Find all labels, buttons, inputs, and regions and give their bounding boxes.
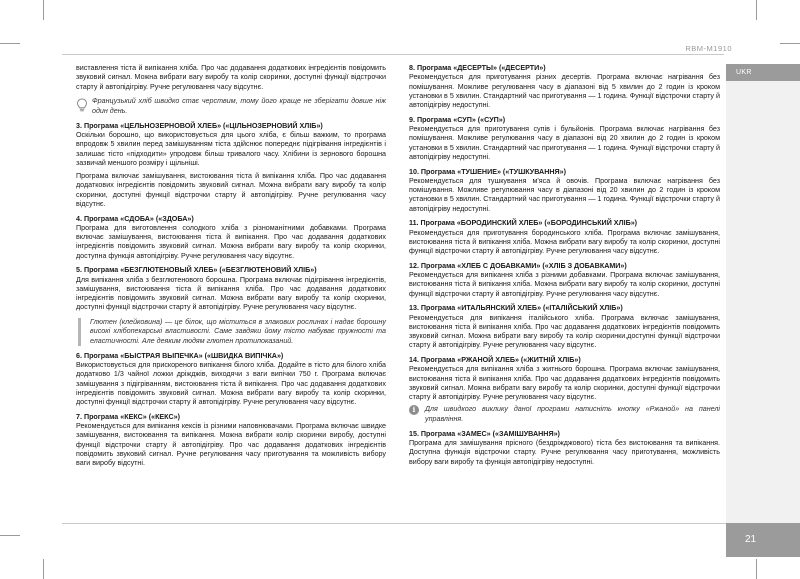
- crop-mark-top-right-v: [756, 0, 757, 20]
- note-quick-call: [409, 405, 720, 424]
- paragraph: Програма для виготовлення солодкого хліба з різноманітними добавками. Програма включає замішування, вистоювання тіста й випікання. Про час додавання додаткових інгредієнтів повідомить звуковий сигнал. Можна вибрати вагу виробу та колір скоринки, доступна функція автопідігріву. Ручне регулювання часу відсутнє.: [76, 223, 386, 260]
- section-9: [409, 116, 720, 162]
- model-number: RBM-M1910: [685, 44, 732, 53]
- section-15: [409, 430, 720, 467]
- paragraph: Використовується для прискореного випікання білого хліба. Додайте в тісто для білого хліба додатково 1/3 чайної ложки дріжджів, виходячи з ваги випічки 750 г. Програма включає замішування з підігріванням, вистоювання тіста й випікання. Про час додавання додаткових інгредієнтів повідомить звуковий сигнал. Можна вибрати вагу виробу та колір скоринки, доступні функції відстрочки старту й автопідігріву. Ручне регулювання часу відсутнє.: [76, 361, 386, 406]
- language-tab: UKR: [726, 64, 800, 81]
- section-heading: 4. Програма «СДОБА» («ЗДОБА»): [76, 214, 194, 223]
- paragraph: Програма для замішування прісного (бездріжджового) тіста без вистоювання та випікання. Доступна функція відстрочки старту. Ручне регулювання часу приготування, можливість вибору ваги виробу та функція автопідігріву недоступні.: [409, 439, 720, 466]
- crop-mark-bottom-right-v: [756, 559, 757, 579]
- paragraph: Рекомендується для приготування бородинського хліба. Програма включає замішування, вистоювання тіста й випікання хліба. Можна вибрати вагу виробу та колір скоринки, доступні функції відстрочки старту й автопідігріву. Ручне регулювання часу відсутнє.: [409, 228, 720, 255]
- right-column: [409, 64, 720, 472]
- lightbulb-icon: [76, 98, 88, 113]
- section-12: [409, 262, 720, 299]
- note-gluten: [76, 318, 386, 346]
- crop-mark-top-left-h: [0, 43, 20, 44]
- paragraph: Програма включає замішування, вистоювання тіста й випікання хліба. Про час додавання додаткових інгредієнтів повідомить звуковий сигнал. Можна вибрати вагу виробу та колір скоринки, доступні функції відстрочки старту й автопідігріву. Ручне регулювання часу відсутнє.: [76, 172, 386, 208]
- section-heading: 11. Програма «БОРОДИНСКИЙ ХЛЕБ» («БОРОДИНСЬКИЙ ХЛІБ»): [409, 219, 638, 228]
- crop-mark-bottom-left-v: [43, 559, 44, 579]
- section-heading: 8. Програма «ДЕСЕРТЫ» («ДЕСЕРТИ»): [409, 64, 546, 72]
- paragraph: Рекомендується для тушкування м'яса й овочів. Програма включає нагрівання без помішування. Можливе регулювання часу в діапазоні від 20 хвилин до 2 годин із кроком установки в 5 хвилин. Стандартний час приготування — 1 година. Функції відстрочки старту й автопідігріву недоступні.: [409, 176, 720, 213]
- section-7: [76, 413, 386, 469]
- section-heading: 7. Програма «КЕКС» («КЕКС»): [76, 412, 180, 421]
- side-margin-bar: [726, 81, 800, 523]
- section-6: [76, 352, 386, 408]
- section-heading: 3. Програма «ЦЕЛЬНОЗЕРНОВОЙ ХЛЕБ» («ЦІЛЬНОЗЕРНОВИЙ ХЛІБ»): [76, 121, 323, 130]
- info-icon: i: [409, 405, 419, 415]
- note-text: Для швидкого виклику даної програми натисніть кнопку «Ржаной» на панелі управління.: [425, 405, 720, 423]
- section-heading: 9. Програма «СУП» («СУП»): [409, 115, 506, 124]
- paragraph: Рекомендується для випікання італійського хліба. Програма включає замішування, вистоювання тіста й випікання хліба. Про час додавання додаткових інгредієнтів повідомить звуковий сигнал. Можна вибрати вагу виробу та колір скоринки,доступні функції відстрочки старту й автопідігріву. Ручне регулювання часу відсутнє.: [409, 313, 720, 350]
- section-14: [409, 356, 720, 402]
- left-column: [76, 64, 386, 474]
- paragraph: виставлення тіста й випікання хліба. Про час додавання додаткових інгредієнтів повідомить звуковий сигнал. Можна вибрати вагу виробу та колір скоринки, доступні функції відстрочки старту й автопідігріву. Ручне регулювання часу відсутнє.: [76, 64, 386, 91]
- section-5: [76, 266, 386, 312]
- section-heading: 14. Програма «РЖАНОЙ ХЛЕБ» («ЖИТНІЙ ХЛІБ»): [409, 356, 581, 364]
- section-heading: 10. Програма «ТУШЕНИЕ» («ТУШКУВАННЯ»): [409, 167, 566, 176]
- crop-mark-bottom-left-h: [0, 535, 20, 536]
- note-bar-accent: [78, 318, 81, 346]
- paragraph: Рекомендується для випікання кексів із різними наповнювачами. Програма включає швидке замішування, вистоювання та випікання. Можна вибрати колір скоринки виробу, доступні функції відстрочки старту й автопідігріву. Про час додавання додаткових інгредієнтів повідомить звуковий сигнал. Ручне регулювання часу приготування та можливість вибору ваги виробу відсутні.: [76, 422, 386, 467]
- paragraph: Оскільки борошно, що використовується для цього хліба, є більш важким, то програма впродовж 5 хвилин перед замішуванням тіста здійснює попереднє підігрівання інгредієнтів і залишає тісто «підходити» упродовж більш тривалого часу. Хлібини із зернового борошна зазвичай меншого розміру і щільніші.: [76, 131, 386, 167]
- section-heading: 13. Програма «ИТАЛЬЯНСКИЙ ХЛЕБ» («ІТАЛІЙСЬКИЙ ХЛІБ»): [409, 304, 623, 313]
- note-text: Глютен (клейковина) — це білок, що міститься в злакових рослинах і надає борошну високі хлібопекарські властивості. Саме завдяки йому тісто набуває пружності та еластичності. Але деяким людям глютен протипоказаний.: [90, 318, 386, 345]
- section-11: [409, 219, 720, 256]
- paragraph: Рекомендується для приготування різних десертів. Програма включає нагрівання без помішування. Можливе регулювання часу в діапазоні від 5 хвилин до 2 годин із кроком установки в 5 хвилин. Стандартний час приготування — 1 година. Функції відстрочки старту й автопідігріву недоступні.: [409, 73, 720, 109]
- paragraph: Рекомендується для випікання хліба з різними добавками. Програма включає замішування, вистоювання тіста й випікання хліба. Можна вибрати вагу виробу та колір скоринки, доступні функції відстрочки старту й автопідігріву. Ручне регулювання часу відсутнє.: [409, 271, 720, 298]
- paragraph: Рекомендується для приготування супів і бульйонів. Програма включає нагрівання без помішування. Можливе регулювання часу в діапазоні від 20 хвилин до 2 годин із кроком установки в 5 хвилин. Стандартний час приготування — 1 година. Функції відстрочки старту й автопідігріву недоступні.: [409, 125, 720, 161]
- footer-rule: [62, 523, 726, 524]
- paragraph: Рекомендується для випікання хліба з житнього борошна. Програма включає замішування, вистоювання тіста й випікання хліба. Про час додавання додаткових інгредієнтів повідомить звуковий сигнал. Можна вибрати вагу виробу та колір скоринки, доступні функції відстрочки старту й автопідігріву. Ручне регулювання часу відсутнє.: [409, 365, 720, 401]
- note-text: Французький хліб швидко стає черствим, тому його краще не зберігати довше ніж один день.: [92, 97, 386, 115]
- crop-mark-top-left-v: [43, 0, 44, 20]
- section-heading: 5. Програма «БЕЗГЛЮТЕНОВЫЙ ХЛЕБ» («БЕЗГЛЮТЕНОВИЙ ХЛІБ»): [76, 266, 317, 275]
- note-french-bread: [76, 97, 386, 116]
- section-heading: 15. Програма «ЗАМЕС» («ЗАМІШУВАННЯ»): [409, 429, 560, 438]
- header-rule: [62, 54, 724, 55]
- section-heading: 12. Програма «ХЛЕБ С ДОБАВКАМИ» («ХЛІБ З ДОБАВКАМИ»): [409, 261, 627, 270]
- section-3: [76, 122, 386, 209]
- paragraph: Для випікання хліба з безглютенового борошна. Програма включає підігрівання інгредієнтів, замішування, вистоювання тіста й випікання хліба. Про час додавання додаткових інгредієнтів повідомить звуковий сигнал. Можна вибрати вагу виробу та колір скоринки, доступні функції відстрочки старту й автопідігріву. Ручне регулювання часу відсутнє.: [76, 275, 386, 312]
- page-number: 21: [726, 523, 800, 557]
- section-2-tail: [76, 64, 386, 92]
- section-13: [409, 304, 720, 350]
- section-8: [409, 64, 720, 110]
- section-4: [76, 215, 386, 261]
- section-10: [409, 168, 720, 214]
- section-heading: 6. Програма «БЫСТРАЯ ВЫПЕЧКА» («ШВИДКА ВИПІЧКА»): [76, 351, 284, 360]
- crop-mark-top-right-h: [780, 43, 800, 44]
